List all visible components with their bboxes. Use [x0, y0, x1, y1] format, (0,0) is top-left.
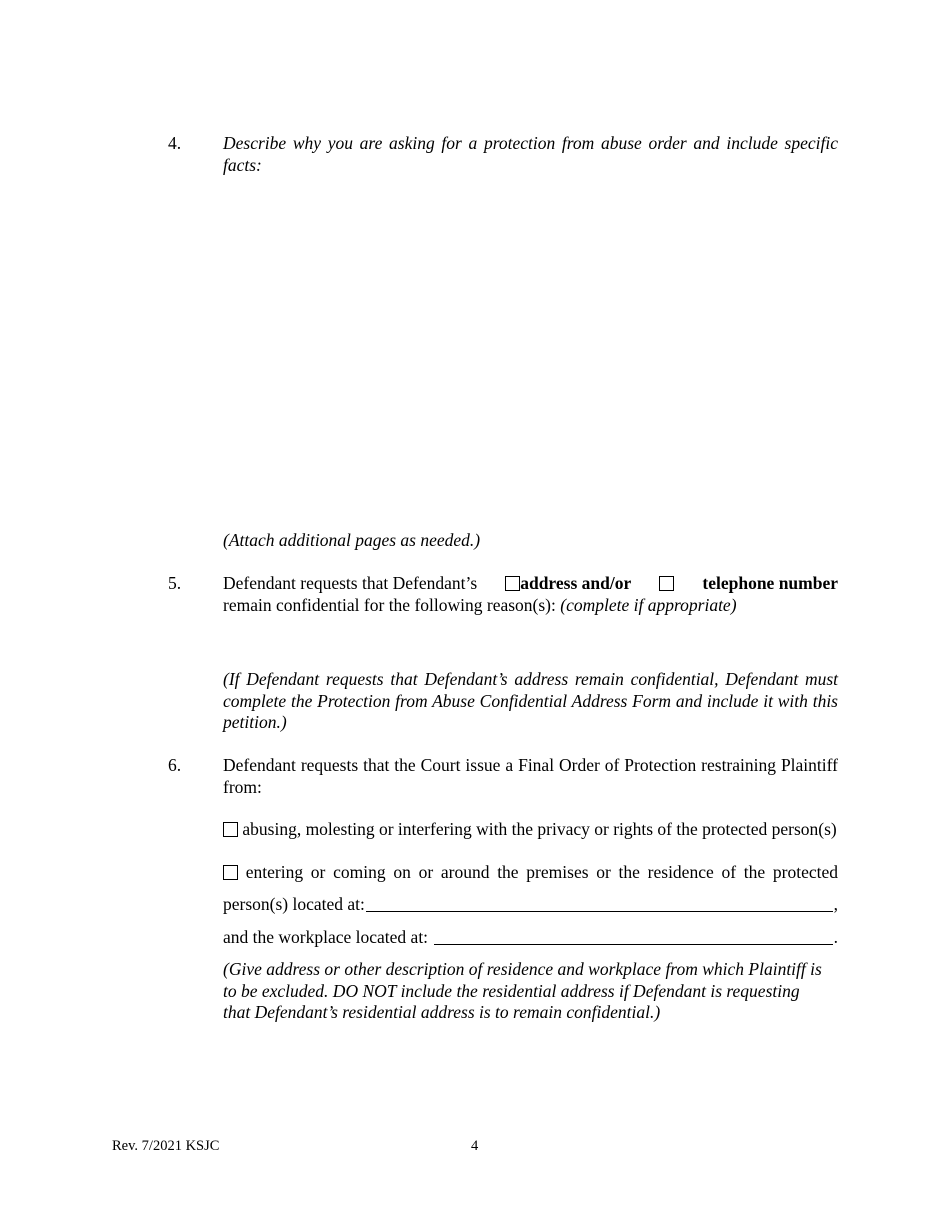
item-6-number: 6. — [168, 755, 182, 775]
item-5-continuation-text: remain confidential for the following reason(s): — [223, 594, 556, 615]
entering-option[interactable] — [223, 862, 838, 884]
confidential-address-instruction: (If Defendant requests that Defendant’s address remain confidential, Defendant must complete the Protection from Abuse Confidential Address Form and include it with this petition.) — [223, 669, 838, 732]
item-5-number: 5. — [168, 573, 182, 593]
item-5-continuation — [223, 595, 838, 617]
address-checkbox[interactable] — [505, 576, 520, 591]
entering-checkbox[interactable] — [223, 865, 238, 880]
residence-label: person(s) located at: — [223, 894, 365, 914]
item-5-lead: Defendant requests that Defendant’s — [223, 573, 478, 593]
revision-label: Rev. 7/2021 KSJC — [112, 1138, 220, 1154]
telephone-option[interactable] — [659, 573, 674, 595]
workplace-label: and the workplace located at: — [223, 927, 429, 947]
abusing-checkbox[interactable] — [223, 822, 238, 837]
abusing-option-label: abusing, molesting or interfering with the privacy or rights of the protected person(s) — [242, 819, 837, 839]
residence-row — [223, 894, 838, 915]
residence-end: , — [833, 894, 838, 914]
workplace-row — [223, 927, 838, 948]
exclusion-instruction: (Give address or other description of residence and workplace from which Plaintiff is to be excluded. DO NOT include the residential address if Defendant is requesting that Defendant’s residential address is to remain confidential.) — [223, 959, 822, 1022]
item-5-continuation-note: (complete if appropriate) — [560, 594, 737, 615]
abusing-option[interactable] — [223, 819, 838, 841]
item-5-text — [223, 573, 838, 616]
item-5-first-line — [223, 573, 838, 595]
telephone-checkbox[interactable] — [659, 576, 674, 591]
workplace-address-field[interactable] — [434, 929, 833, 945]
address-option[interactable] — [505, 573, 631, 595]
residence-address-field[interactable] — [366, 896, 833, 912]
entering-option-label: entering or coming on or around the premises or the residence of the protected — [245, 862, 838, 882]
item-4-prompt: Describe why you are asking for a protection from abuse order and include specific facts: — [223, 133, 838, 175]
attach-pages-note: (Attach additional pages as needed.) — [223, 530, 481, 550]
workplace-end: . — [833, 927, 838, 947]
page-number: 4 — [471, 1138, 479, 1154]
address-option-label: address and/or — [520, 573, 632, 593]
item-6-text: Defendant requests that the Court issue a Final Order of Protection restraining Plaintiff from: — [223, 755, 838, 797]
telephone-option-label: telephone number — [702, 573, 838, 593]
item-4-number: 4. — [168, 133, 182, 153]
